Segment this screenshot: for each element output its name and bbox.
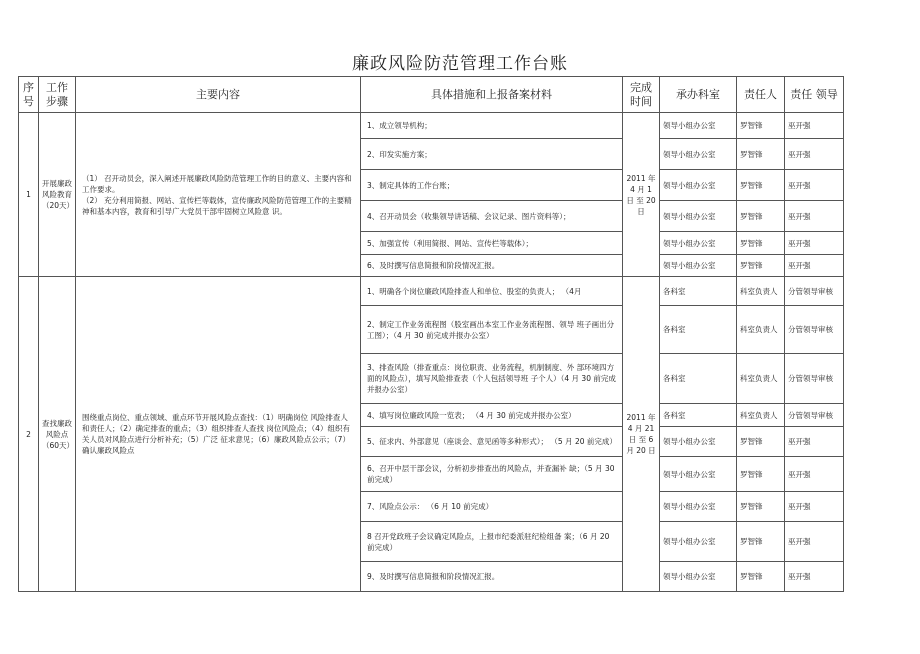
person-cell: 罗智锋 <box>737 255 785 277</box>
section-1-content-item-1: （1） 召开动员会，深入阐述开展廉政风险防范管理工作的目的意义、主要内容和工作要求。 <box>82 173 352 194</box>
dept-cell: 各科室 <box>660 306 737 354</box>
measure-cell: 3、排查风险（排查重点：岗位职责、业务流程，机制制度、外 部环境四方面的风险点），填写风险排查表（个人包括领导班 子个人）（4 月 30 前完成并报办公室） <box>361 354 623 404</box>
dept-cell: 领导小组办公室 <box>660 522 737 562</box>
measure-cell: 1、明确各个岗位廉政风险排查人和单位、股室的负责人； （4月 <box>361 277 623 306</box>
dept-cell: 领导小组办公室 <box>660 255 737 277</box>
measure-cell: 5、征求内、外部意见（座谈会、意见函等多种形式）； （5 月 20 前完成） <box>361 427 623 457</box>
dept-cell: 领导小组办公室 <box>660 170 737 201</box>
leader-cell: 巫开强 <box>785 232 844 255</box>
measure-cell: 1、成立领导机构； <box>361 113 623 139</box>
section-1-content <box>76 113 361 277</box>
person-cell: 罗智锋 <box>737 492 785 522</box>
person-cell: 罗智锋 <box>737 427 785 457</box>
person-cell: 科室负责人 <box>737 404 785 427</box>
leader-cell: 巫开强 <box>785 562 844 592</box>
header-person: 责任人 <box>737 77 785 113</box>
person-cell: 罗智锋 <box>737 232 785 255</box>
leader-cell: 分管领导审核 <box>785 404 844 427</box>
section-2-time: 2011 年 4 月 21 日 至 6 月 20 日 <box>623 277 660 592</box>
header-step: 工作步骤 <box>39 77 76 113</box>
leader-cell: 巫开强 <box>785 492 844 522</box>
section-2-step: 查找廉政风险点（60天） <box>39 277 76 592</box>
header-seq: 序号 <box>19 77 39 113</box>
person-cell: 罗智锋 <box>737 522 785 562</box>
leader-cell: 巫开强 <box>785 457 844 492</box>
person-cell: 科室负责人 <box>737 277 785 306</box>
person-cell: 罗智锋 <box>737 139 785 170</box>
person-cell: 罗智锋 <box>737 113 785 139</box>
measure-cell: 5、加强宣传（利用简报、网站、宣传栏等载体）； <box>361 232 623 255</box>
dept-cell: 各科室 <box>660 404 737 427</box>
dept-cell: 领导小组办公室 <box>660 113 737 139</box>
leader-cell: 巫开强 <box>785 522 844 562</box>
person-cell: 罗智锋 <box>737 457 785 492</box>
leader-cell: 巫开强 <box>785 201 844 232</box>
person-cell: 罗智锋 <box>737 562 785 592</box>
dept-cell: 领导小组办公室 <box>660 457 737 492</box>
dept-cell: 各科室 <box>660 354 737 404</box>
table-row <box>19 113 844 139</box>
person-cell: 罗智锋 <box>737 170 785 201</box>
measure-cell: 4、召开动员会（收集领导讲话稿、会议记录、图片资料等）； <box>361 201 623 232</box>
page-title: 廉政风险防范管理工作台账 <box>352 54 568 74</box>
dept-cell: 领导小组办公室 <box>660 492 737 522</box>
measure-cell: 2、制定工作业务流程图（股室画出本室工作业务流程图、领导 班子画出分工图）；（4 月 30 前完成并报办公室） <box>361 306 623 354</box>
leader-cell: 分管领导审核 <box>785 354 844 404</box>
measure-cell: 6、召开中层干部会议，分析初步排查出的风险点，并查漏补 缺；（5 月 30 前完成） <box>361 457 623 492</box>
header-measures: 具体措施和上报备案材料 <box>361 77 623 113</box>
person-cell: 罗智锋 <box>737 201 785 232</box>
measure-cell: 7、风险点公示： （6 月 10 前完成） <box>361 492 623 522</box>
section-1-content-item-2: （2） 充分利用简报、网站、宣传栏等载体，宣传廉政风险防范管理工作的主要精神和基本内容，教育和引导广大党员干部牢固树立风险意 识。 <box>82 195 352 216</box>
leader-cell: 分管领导审核 <box>785 306 844 354</box>
header-dept: 承办科室 <box>660 77 737 113</box>
measure-cell: 2、印发实施方案； <box>361 139 623 170</box>
leader-cell: 巫开强 <box>785 170 844 201</box>
ledger-table <box>18 76 844 592</box>
section-1-time: 2011 年 4 月 1 日 至 20 日 <box>623 113 660 277</box>
section-1-seq: 1 <box>19 113 39 277</box>
leader-cell: 分管领导审核 <box>785 277 844 306</box>
dept-cell: 领导小组办公室 <box>660 139 737 170</box>
leader-cell: 巫开强 <box>785 139 844 170</box>
leader-cell: 巫开强 <box>785 113 844 139</box>
header-row <box>19 77 844 113</box>
measure-cell: 8 召开党政班子会议确定风险点，上报市纪委派驻纪检组备 案；（6 月 20 前完成） <box>361 522 623 562</box>
dept-cell: 领导小组办公室 <box>660 427 737 457</box>
dept-cell: 领导小组办公室 <box>660 232 737 255</box>
measure-cell: 6、及时撰写信息简报和阶段情况汇报。 <box>361 255 623 277</box>
header-content: 主要内容 <box>76 77 361 113</box>
person-cell: 科室负责人 <box>737 354 785 404</box>
header-leader: 责任 领导 <box>785 77 844 113</box>
measure-cell: 4、填写岗位廉政风险一览表； （4 月 30 前完成并报办公室） <box>361 404 623 427</box>
section-1-step: 开展廉政风险教育（20天） <box>39 113 76 277</box>
section-2-seq: 2 <box>19 277 39 592</box>
dept-cell: 领导小组办公室 <box>660 201 737 232</box>
person-cell: 科室负责人 <box>737 306 785 354</box>
leader-cell: 巫开强 <box>785 255 844 277</box>
leader-cell: 巫开强 <box>785 427 844 457</box>
header-time: 完成时间 <box>623 77 660 113</box>
measure-cell: 3、制定具体的工作台账； <box>361 170 623 201</box>
section-2-content: 围绕重点岗位、重点领域、重点环节开展风险点查找：（1）明确岗位 风险排查人和责任人；（2）确定排查的重点；（3）组织排查人查找 岗位风险点；（4）组织有关人员对风险点进行分析补充；（5）广泛 征求意见；（6）廉政风险点公示；（7）确认廉政风险点 <box>76 277 361 592</box>
table-row <box>19 277 844 306</box>
dept-cell: 各科室 <box>660 277 737 306</box>
measure-cell: 9、及时撰写信息简报和阶段情况汇报。 <box>361 562 623 592</box>
dept-cell: 领导小组办公室 <box>660 562 737 592</box>
